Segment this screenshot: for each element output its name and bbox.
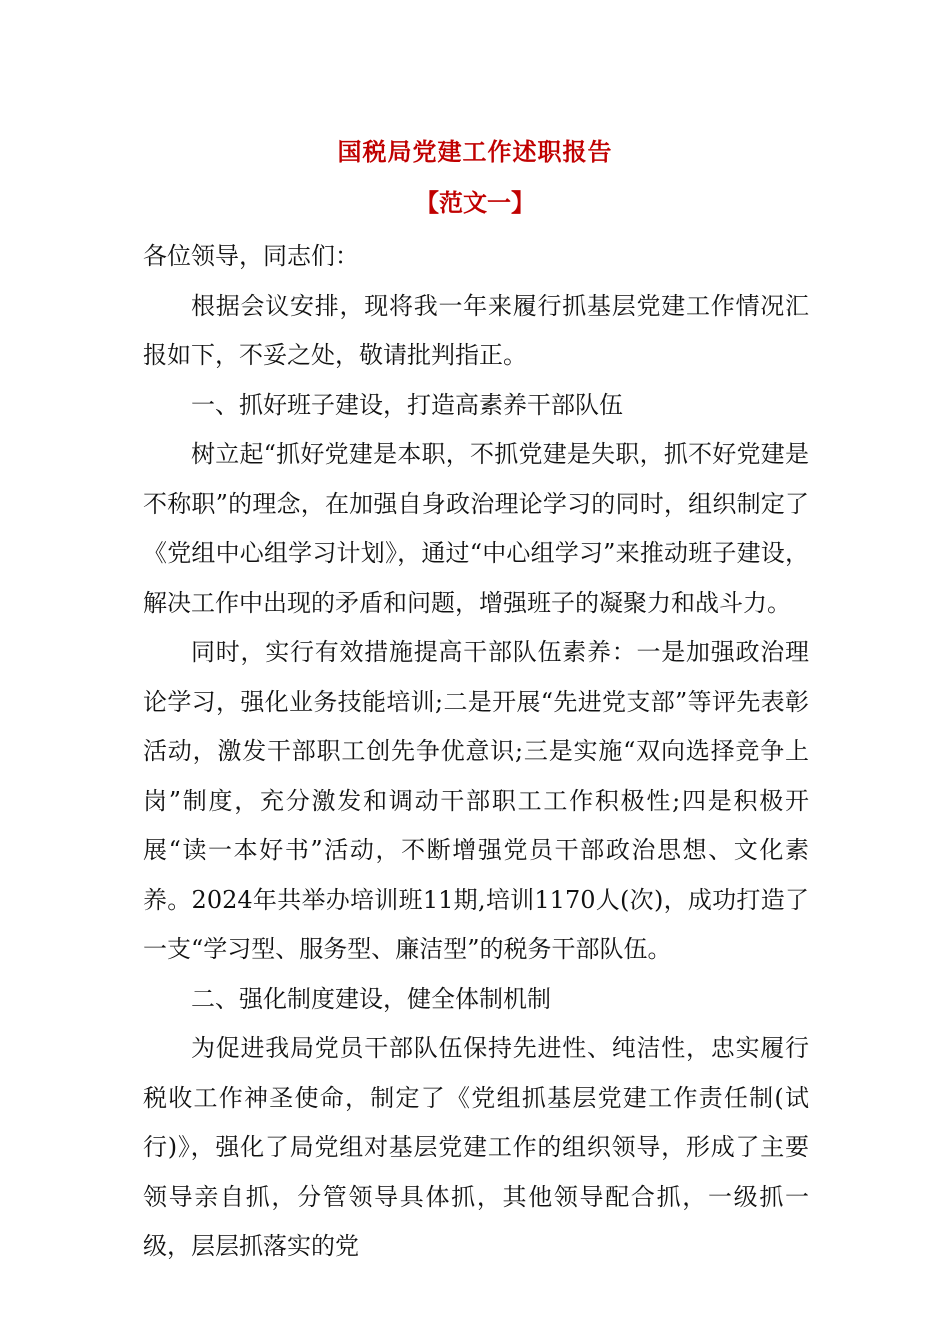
document-body [143,232,809,1272]
paragraph-intro: 根据会议安排，现将我一年来履行抓基层党建工作情况汇报如下，不妥之处，敬请批判指正。 [143,291,809,369]
document-subtitle: 【范文一】 [415,188,535,217]
section-heading-1: 一、抓好班子建设，打造高素养干部队伍 [191,390,623,419]
paragraph: 树立起“抓好党建是本职，不抓党建是失职，抓不好党建是不称职”的理念，在加强自身政治理论学习的同时，组织制定了《党组中心组学习计划》，通过“中心组学习”来推动班子建设，解决工作中出现的矛盾和问题，增强班子的凝聚力和战斗力。 [143,440,809,617]
salutation: 各位领导，同志们： [143,242,359,270]
paragraph: 同时，实行有效措施提高干部队伍素养：一是加强政治理论学习，强化业务技能培训;二是开展“先进党支部”等评先表彰活动，激发干部职工创先争优意识;三是实施“双向选择竞争上岗”制度，充分激发和调动干部职工工作积极性;四是积极开展“读一本好书”活动，不断增强党员干部政治思想、文化素养。2024年共举办培训班11期,培训1170人(次)，成功打造了一支“学习型、服务型、廉洁型”的税务干部队伍。 [143,638,809,963]
section-heading-2: 二、强化制度建设，健全体制机制 [191,984,551,1013]
document-title: 国税局党建工作述职报告 [337,137,613,166]
paragraph: 为促进我局党员干部队伍保持先进性、纯洁性，忠实履行税收工作神圣使命，制定了《党组抓基层党建工作责任制(试行)》，强化了局党组对基层党建工作的组织领导，形成了主要领导亲自抓，分管领导具体抓，其他领导配合抓，一级抓一级，层层抓落实的党 [143,1034,809,1260]
